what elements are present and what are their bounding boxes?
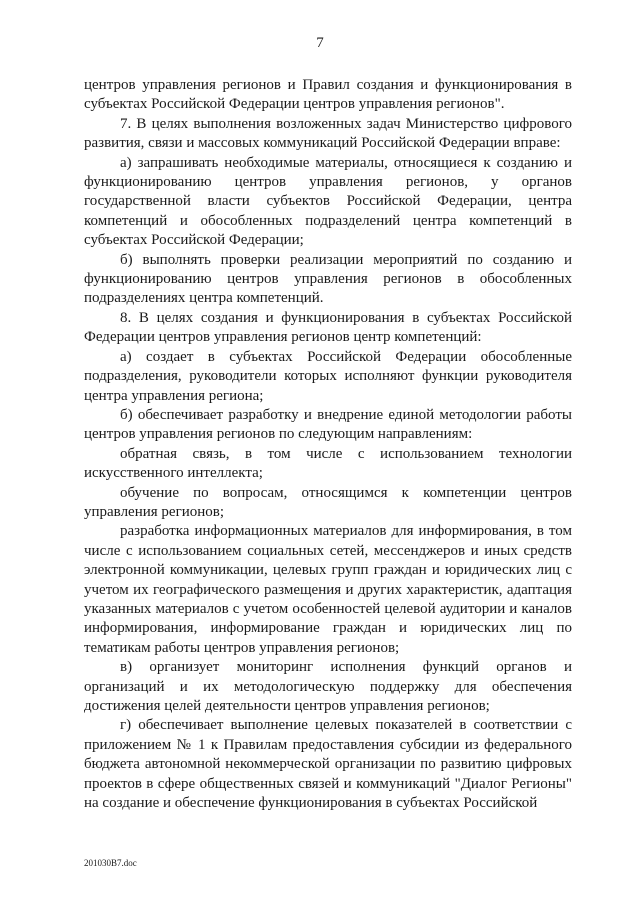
paragraph-item-8g: г) обеспечивает выполнение целевых показателей в соответствии с приложением № 1 к Правилам предоставления субсидии из федерального бюджета автономной некоммерческой организации по развитию цифровых проектов в сфере общественных связей и коммуникаций "Диалог Регионы" на создание и обеспечение функционирования в субъектах Российской — [84, 717, 572, 812]
document-file-code: 201030B7.doc — [84, 858, 137, 868]
paragraph-item-7a: а) запрашивать необходимые материалы, относящиеся к созданию и функционированию центров управления регионов, у органов государственной власти субъектов Российской Федерации, центра компетенций и обособленных подразделений центра компетенций в субъектах Российской Федерации; — [84, 154, 572, 249]
paragraph-item-8v: в) организует мониторинг исполнения функций органов и организаций и их методологическую поддержку для обеспечения достижения целей деятельности центров управления регионов; — [84, 659, 572, 714]
paragraph-item-7: 7. В целях выполнения возложенных задач Министерство цифрового развития, связи и массовых коммуникаций Российской Федерации вправе: — [84, 115, 572, 152]
paragraph-item-8a: а) создает в субъектах Российской Федерации обособленные подразделения, руководители которых исполняют функции руководителя центра управления региона; — [84, 348, 572, 404]
paragraph-subitem-training: обучение по вопросам, относящимся к компетенции центров управления регионов; — [84, 484, 572, 520]
paragraph-item-8: 8. В целях создания и функционирования в субъектах Российской Федерации центров управления регионов центр компетенций: — [84, 309, 572, 346]
paragraph-subitem-materials: разработка информационных материалов для информирования, в том числе с использованием социальных сетей, мессенджеров и иных средств электронной коммуникации, целевых групп граждан и юридических лиц с учетом их географического размещения и других характеристик, адаптация указанных материалов с учетом особенностей целевой аудитории и каналов информирования, информирование граждан и юридических лиц по тематикам работы центров управления регионов; — [84, 523, 572, 656]
paragraph-item-7b: б) выполнять проверки реализации мероприятий по созданию и функционированию центров управления регионов в обособленных подразделениях центра компетенций. — [84, 251, 572, 307]
paragraph-item-8b: б) обеспечивает разработку и внедрение единой методологии работы центров управления регионов по следующим направлениям: — [84, 406, 572, 443]
document-body — [84, 76, 572, 813]
paragraph: центров управления регионов и Правил создания и функционирования в субъектах Российской Федерации центров управления регионов". — [84, 77, 572, 113]
page-number: 7 — [316, 35, 324, 51]
paragraph-subitem-feedback: обратная связь, в том числе с использованием технологии искусственного интеллекта; — [84, 445, 572, 482]
